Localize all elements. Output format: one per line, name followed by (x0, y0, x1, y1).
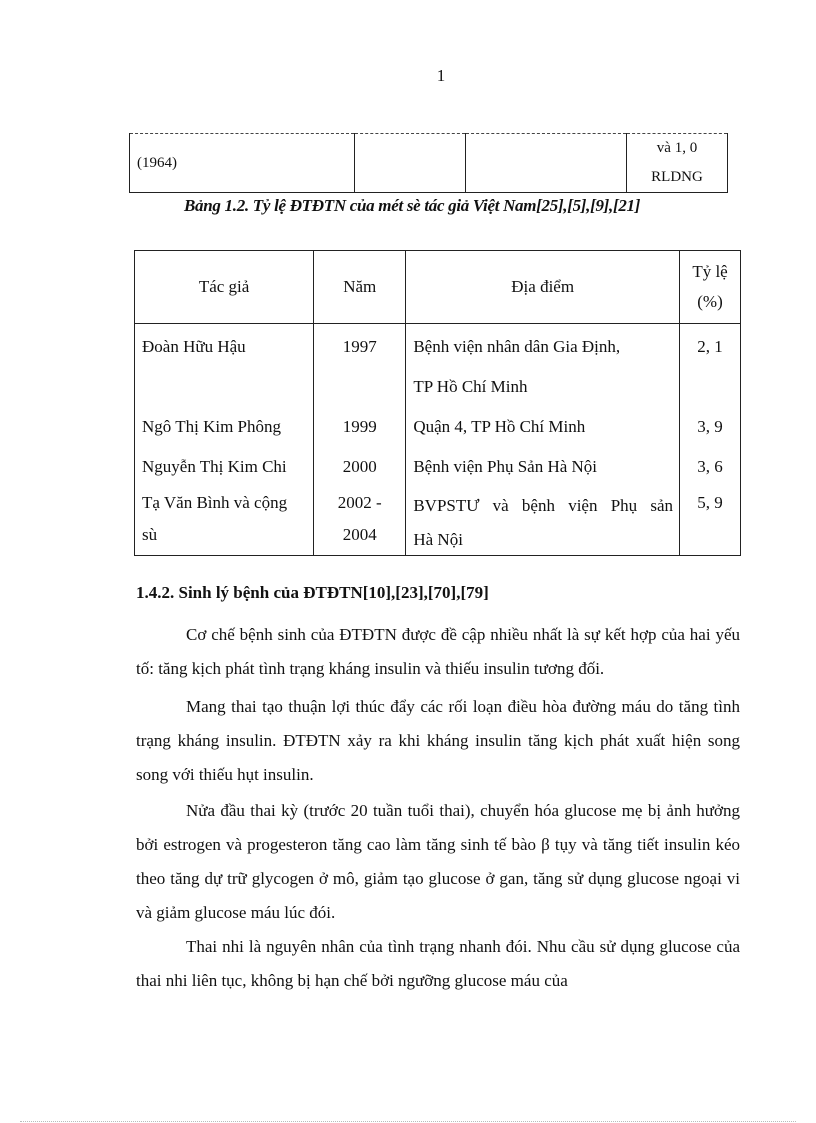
cell-rate (680, 487, 741, 556)
cell-year (314, 324, 406, 408)
section-heading: 1.4.2. Sinh lý bệnh của ĐTĐTN[10],[23],[70],[79] (136, 583, 489, 602)
cell-author (135, 447, 314, 487)
table-row (135, 487, 741, 556)
cell-text: 3, 9 (697, 417, 723, 436)
cell-place (406, 487, 680, 556)
body-paragraph (136, 618, 740, 686)
header-rate (680, 251, 741, 324)
cell-rate (627, 134, 728, 193)
cell-text: Bệnh viện nhân dân Gia Định, (413, 337, 621, 356)
cell-place (466, 134, 627, 193)
page-bottom-divider (20, 1121, 796, 1122)
cell-place (406, 324, 680, 408)
cell-text: 1997 (342, 337, 377, 356)
paragraph-text: Thai nhi là nguyên nhân của tình trạng nhanh đói. Nhu cầu sử dụng glucose của thai nhi liên tục, không bị hạn chế bởi ngưỡng glucose máu của (136, 937, 740, 990)
cell-place (406, 407, 680, 447)
cell-text: 2000 (342, 457, 377, 476)
paragraph-text: Cơ chế bệnh sinh của ĐTĐTN được đề cập nhiều nhất là sự kết hợp của hai yếu tố: tăng kịch phát tình trạng kháng insulin và thiếu insulin tương đối. (136, 625, 740, 678)
cell-text: Tạ Văn Bình và cộng (142, 493, 288, 512)
cell-rate (680, 324, 741, 408)
cell-text: Quận 4, TP Hồ Chí Minh (413, 417, 586, 436)
table-row (135, 447, 741, 487)
table-row (130, 134, 728, 193)
body-paragraph (136, 690, 740, 792)
cell-author: (1964) (130, 134, 355, 193)
cell-year (355, 134, 466, 193)
cell-text: BVPSTƯ và bệnh viện Phụ sản (413, 496, 674, 515)
cell-text: Hà Nội (413, 530, 463, 549)
header-place: Địa điểm (406, 251, 680, 324)
cell-text: Bệnh viện Phụ Sản Hà Nội (413, 457, 598, 476)
table-row (135, 324, 741, 408)
cell-text: 2002 - (337, 493, 382, 512)
table-header-row (135, 251, 741, 324)
cell-text: 3, 6 (697, 457, 723, 476)
table-row (135, 407, 741, 447)
cell-text: 2, 1 (697, 337, 723, 356)
rate-line: RLDNG (651, 169, 703, 185)
cell-text: 1999 (342, 417, 377, 436)
cell-year (314, 407, 406, 447)
cell-author (135, 324, 314, 408)
cell-text: Ngô Thị Kim Phông (142, 417, 282, 436)
page-number: 1 (436, 66, 446, 85)
cell-text: Đoàn Hữu Hậu (142, 337, 246, 356)
cell-text: 2004 (342, 525, 377, 544)
header-rate-line: Tỷ lệ (692, 262, 728, 281)
header-year: Năm (314, 251, 406, 324)
cell-text: 5, 9 (697, 493, 723, 512)
header-rate-line: (%) (697, 292, 723, 311)
cell-place (406, 447, 680, 487)
cell-author (135, 487, 314, 556)
rate-line: và 1, 0 (656, 140, 698, 156)
body-paragraph (136, 794, 740, 930)
cell-text: Nguyễn Thị Kim Chi (142, 457, 287, 476)
cell-text: TP Hồ Chí Minh (413, 377, 528, 396)
paragraph-text: Mang thai tạo thuận lợi thúc đẩy các rối loạn điều hòa đường máu do tăng tình trạng kháng insulin. ĐTĐTN xảy ra khi kháng insulin tăng kịch phát xuất hiện song song với thiếu hụt insulin. (136, 697, 740, 784)
cell-author (135, 407, 314, 447)
header-author: Tác giả (135, 251, 314, 324)
data-table (134, 250, 741, 556)
cell-year (314, 487, 406, 556)
body-paragraph (136, 930, 740, 998)
paragraph-text: Nửa đầu thai kỳ (trước 20 tuần tuổi thai), chuyển hóa glucose mẹ bị ảnh hưởng bởi estrogen và progesteron tăng cao làm tăng sinh tế bào β tụy và tăng tiết insulin kéo theo tăng dự trữ glycogen ở mô, giảm tạo glucose ở gan, tăng sử dụng glucose ngoại vi và giảm glucose máu lúc đói. (136, 801, 740, 922)
cell-text: sù (142, 525, 158, 544)
table-caption: Bảng 1.2. Tỷ lệ ĐTĐTN của mét sè tác giả Việt Nam[25],[5],[9],[21] (184, 196, 641, 215)
cell-rate (680, 447, 741, 487)
cell-year (314, 447, 406, 487)
continuation-table (129, 133, 728, 193)
cell-rate (680, 407, 741, 447)
